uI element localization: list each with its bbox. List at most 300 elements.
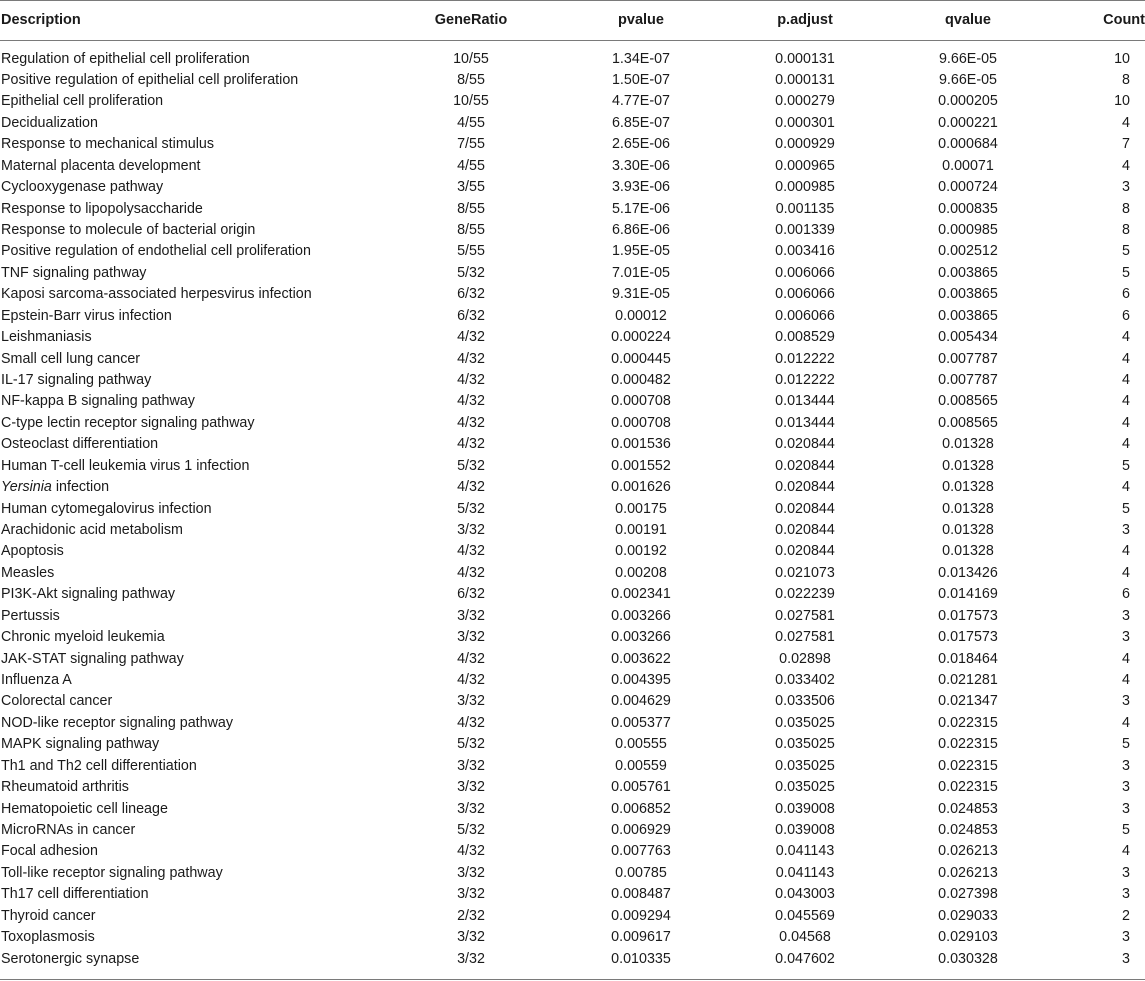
cell-qvalue: 0.01328 bbox=[942, 457, 994, 474]
cell-count: 4 bbox=[1122, 543, 1130, 560]
cell-count: 3 bbox=[1122, 521, 1130, 538]
cell-padjust: 0.001339 bbox=[775, 221, 835, 238]
cell-description: Toll-like receptor signaling pathway bbox=[1, 864, 223, 881]
cell-qvalue: 0.017573 bbox=[938, 629, 998, 646]
cell-pvalue: 0.002341 bbox=[611, 586, 671, 603]
cell-padjust: 0.033506 bbox=[775, 693, 835, 710]
cell-description: TNF signaling pathway bbox=[1, 264, 147, 281]
cell-description: Thyroid cancer bbox=[1, 907, 96, 924]
cell-pvalue: 0.00012 bbox=[615, 307, 667, 324]
table-row bbox=[0, 327, 1145, 348]
cell-count: 5 bbox=[1122, 243, 1130, 260]
cell-count: 4 bbox=[1122, 350, 1130, 367]
cell-generatio: 3/55 bbox=[457, 179, 485, 196]
cell-padjust: 0.000929 bbox=[775, 136, 835, 153]
table-row bbox=[0, 756, 1145, 777]
cell-count: 4 bbox=[1122, 479, 1130, 496]
cell-generatio: 8/55 bbox=[457, 200, 485, 217]
cell-padjust: 0.000131 bbox=[775, 71, 835, 88]
cell-generatio: 3/32 bbox=[457, 864, 485, 881]
cell-pvalue: 3.30E-06 bbox=[611, 157, 671, 174]
cell-padjust: 0.020844 bbox=[775, 436, 835, 453]
cell-padjust: 0.000965 bbox=[775, 157, 835, 174]
cell-count: 4 bbox=[1122, 650, 1130, 667]
cell-pvalue: 1.34E-07 bbox=[611, 50, 671, 67]
cell-pvalue: 0.007763 bbox=[611, 843, 671, 860]
cell-count: 10 bbox=[1114, 50, 1130, 67]
cell-description: Arachidonic acid metabolism bbox=[1, 521, 183, 538]
table-row bbox=[0, 884, 1145, 905]
cell-padjust: 0.027581 bbox=[775, 629, 835, 646]
cell-description: Epstein-Barr virus infection bbox=[1, 307, 172, 324]
cell-description: C-type lectin receptor signaling pathway bbox=[1, 414, 255, 431]
cell-description: Th1 and Th2 cell differentiation bbox=[1, 757, 197, 774]
cell-pvalue: 0.001626 bbox=[611, 479, 671, 496]
cell-padjust: 0.045569 bbox=[775, 907, 835, 924]
header-count: Count bbox=[1103, 12, 1145, 28]
cell-padjust: 0.035025 bbox=[775, 757, 835, 774]
cell-pvalue: 0.010335 bbox=[611, 950, 671, 967]
table-row bbox=[0, 949, 1145, 970]
cell-description: Cyclooxygenase pathway bbox=[1, 179, 164, 196]
cell-generatio: 8/55 bbox=[457, 71, 485, 88]
cell-pvalue: 0.003266 bbox=[611, 607, 671, 624]
cell-count: 6 bbox=[1122, 286, 1130, 303]
cell-description: Osteoclast differentiation bbox=[1, 436, 159, 453]
cell-qvalue: 9.66E-05 bbox=[938, 71, 998, 88]
table-header-row bbox=[0, 8, 1145, 32]
cell-description: Human cytomegalovirus infection bbox=[1, 500, 212, 517]
cell-description: JAK-STAT signaling pathway bbox=[1, 650, 184, 667]
cell-pvalue: 5.17E-06 bbox=[611, 200, 671, 217]
cell-padjust: 0.020844 bbox=[775, 457, 835, 474]
cell-description: Kaposi sarcoma-associated herpesvirus infection bbox=[1, 286, 312, 303]
cell-qvalue: 0.024853 bbox=[938, 800, 998, 817]
cell-generatio: 4/32 bbox=[457, 564, 485, 581]
cell-generatio: 3/32 bbox=[457, 886, 485, 903]
cell-generatio: 5/32 bbox=[457, 457, 485, 474]
cell-count: 4 bbox=[1122, 843, 1130, 860]
cell-description: Focal adhesion bbox=[1, 843, 98, 860]
cell-description: IL-17 signaling pathway bbox=[1, 371, 152, 388]
table-row bbox=[0, 691, 1145, 712]
cell-pvalue: 0.00559 bbox=[615, 757, 667, 774]
cell-description: Regulation of epithelial cell proliferation bbox=[1, 50, 250, 67]
cell-generatio: 2/32 bbox=[457, 907, 485, 924]
cell-qvalue: 0.000684 bbox=[938, 136, 998, 153]
cell-description: Leishmaniasis bbox=[1, 329, 92, 346]
cell-description: Epithelial cell proliferation bbox=[1, 93, 164, 110]
cell-pvalue: 1.95E-05 bbox=[611, 243, 671, 260]
table-row bbox=[0, 349, 1145, 370]
cell-padjust: 0.022239 bbox=[775, 586, 835, 603]
table-row bbox=[0, 177, 1145, 198]
table-row bbox=[0, 220, 1145, 241]
cell-pvalue: 0.000708 bbox=[611, 393, 671, 410]
table-row bbox=[0, 713, 1145, 734]
cell-pvalue: 0.001536 bbox=[611, 436, 671, 453]
cell-pvalue: 4.77E-07 bbox=[611, 93, 671, 110]
cell-qvalue: 0.003865 bbox=[938, 286, 998, 303]
cell-padjust: 0.035025 bbox=[775, 736, 835, 753]
cell-count: 3 bbox=[1122, 179, 1130, 196]
cell-padjust: 0.041143 bbox=[775, 864, 835, 881]
cell-pvalue: 0.003266 bbox=[611, 629, 671, 646]
cell-qvalue: 0.024853 bbox=[938, 821, 998, 838]
cell-padjust: 0.013444 bbox=[775, 393, 835, 410]
cell-padjust: 0.039008 bbox=[775, 821, 835, 838]
cell-generatio: 4/32 bbox=[457, 329, 485, 346]
cell-count: 3 bbox=[1122, 886, 1130, 903]
cell-qvalue: 0.022315 bbox=[938, 757, 998, 774]
cell-description: Apoptosis bbox=[1, 543, 64, 560]
cell-padjust: 0.020844 bbox=[775, 521, 835, 538]
cell-padjust: 0.041143 bbox=[775, 843, 835, 860]
cell-pvalue: 0.00785 bbox=[615, 864, 667, 881]
cell-count: 4 bbox=[1122, 564, 1130, 581]
cell-qvalue: 0.027398 bbox=[938, 886, 998, 903]
cell-generatio: 4/55 bbox=[457, 114, 485, 131]
table-row bbox=[0, 49, 1145, 70]
cell-generatio: 6/32 bbox=[457, 307, 485, 324]
cell-qvalue: 0.026213 bbox=[938, 843, 998, 860]
cell-pvalue: 0.008487 bbox=[611, 886, 671, 903]
cell-qvalue: 0.01328 bbox=[942, 479, 994, 496]
cell-generatio: 10/55 bbox=[453, 50, 489, 67]
cell-description: Hematopoietic cell lineage bbox=[1, 800, 168, 817]
cell-qvalue: 0.01328 bbox=[942, 500, 994, 517]
cell-padjust: 0.000985 bbox=[775, 179, 835, 196]
table-row bbox=[0, 241, 1145, 262]
cell-generatio: 5/32 bbox=[457, 500, 485, 517]
cell-pvalue: 0.003622 bbox=[611, 650, 671, 667]
cell-padjust: 0.000301 bbox=[775, 114, 835, 131]
cell-description: Th17 cell differentiation bbox=[1, 886, 149, 903]
cell-pvalue: 0.005761 bbox=[611, 779, 671, 796]
cell-description: Pertussis bbox=[1, 607, 60, 624]
cell-generatio: 3/32 bbox=[457, 757, 485, 774]
cell-qvalue: 0.021347 bbox=[938, 693, 998, 710]
table-row bbox=[0, 927, 1145, 948]
cell-count: 5 bbox=[1122, 264, 1130, 281]
cell-padjust: 0.035025 bbox=[775, 714, 835, 731]
cell-description-italic: Yersinia bbox=[1, 479, 52, 496]
cell-padjust: 0.047602 bbox=[775, 950, 835, 967]
cell-qvalue: 0.000724 bbox=[938, 179, 998, 196]
cell-qvalue: 0.003865 bbox=[938, 307, 998, 324]
table-row bbox=[0, 520, 1145, 541]
cell-generatio: 4/32 bbox=[457, 393, 485, 410]
cell-pvalue: 0.006929 bbox=[611, 821, 671, 838]
cell-padjust: 0.006066 bbox=[775, 307, 835, 324]
cell-pvalue: 0.000224 bbox=[611, 329, 671, 346]
cell-pvalue: 3.93E-06 bbox=[611, 179, 671, 196]
cell-generatio: 7/55 bbox=[457, 136, 485, 153]
cell-qvalue: 0.029033 bbox=[938, 907, 998, 924]
cell-qvalue: 0.007787 bbox=[938, 350, 998, 367]
cell-qvalue: 0.029103 bbox=[938, 929, 998, 946]
table-row bbox=[0, 263, 1145, 284]
table-row bbox=[0, 499, 1145, 520]
cell-description-rest: infection bbox=[51, 479, 110, 496]
cell-pvalue: 6.85E-07 bbox=[611, 114, 671, 131]
cell-generatio: 3/32 bbox=[457, 629, 485, 646]
table-row bbox=[0, 91, 1145, 112]
cell-description: Colorectal cancer bbox=[1, 693, 113, 710]
header-qvalue: qvalue bbox=[945, 12, 991, 28]
cell-pvalue: 0.004629 bbox=[611, 693, 671, 710]
cell-count: 6 bbox=[1122, 586, 1130, 603]
cell-description bbox=[1, 477, 109, 498]
table-row bbox=[0, 456, 1145, 477]
cell-qvalue: 0.022315 bbox=[938, 714, 998, 731]
table-top-rule bbox=[0, 0, 1145, 1]
cell-count: 4 bbox=[1122, 414, 1130, 431]
cell-description: Chronic myeloid leukemia bbox=[1, 629, 165, 646]
cell-count: 3 bbox=[1122, 693, 1130, 710]
header-generatio: GeneRatio bbox=[434, 12, 508, 28]
cell-count: 5 bbox=[1122, 457, 1130, 474]
table-row bbox=[0, 606, 1145, 627]
table-row bbox=[0, 670, 1145, 691]
cell-padjust: 0.035025 bbox=[775, 779, 835, 796]
cell-description: PI3K-Akt signaling pathway bbox=[1, 586, 176, 603]
cell-generatio: 4/32 bbox=[457, 436, 485, 453]
cell-generatio: 4/32 bbox=[457, 414, 485, 431]
cell-qvalue: 0.014169 bbox=[938, 586, 998, 603]
cell-generatio: 4/32 bbox=[457, 671, 485, 688]
cell-count: 4 bbox=[1122, 371, 1130, 388]
cell-padjust: 0.013444 bbox=[775, 414, 835, 431]
cell-qvalue: 0.000221 bbox=[938, 114, 998, 131]
cell-padjust: 0.043003 bbox=[775, 886, 835, 903]
table-row bbox=[0, 627, 1145, 648]
cell-pvalue: 0.005377 bbox=[611, 714, 671, 731]
cell-pvalue: 0.009294 bbox=[611, 907, 671, 924]
cell-description: Response to mechanical stimulus bbox=[1, 136, 214, 153]
cell-padjust: 0.027581 bbox=[775, 607, 835, 624]
cell-qvalue: 0.008565 bbox=[938, 414, 998, 431]
cell-count: 4 bbox=[1122, 114, 1130, 131]
cell-qvalue: 0.022315 bbox=[938, 779, 998, 796]
table-row bbox=[0, 70, 1145, 91]
cell-padjust: 0.001135 bbox=[775, 200, 835, 217]
cell-pvalue: 6.86E-06 bbox=[611, 221, 671, 238]
cell-qvalue: 0.021281 bbox=[938, 671, 998, 688]
cell-padjust: 0.039008 bbox=[775, 800, 835, 817]
cell-description: MicroRNAs in cancer bbox=[1, 821, 136, 838]
cell-qvalue: 0.007787 bbox=[938, 371, 998, 388]
cell-generatio: 4/32 bbox=[457, 543, 485, 560]
cell-count: 8 bbox=[1122, 200, 1130, 217]
cell-pvalue: 0.009617 bbox=[611, 929, 671, 946]
table-row bbox=[0, 134, 1145, 155]
cell-qvalue: 9.66E-05 bbox=[938, 50, 998, 67]
cell-generatio: 4/32 bbox=[457, 714, 485, 731]
cell-pvalue: 0.001552 bbox=[611, 457, 671, 474]
cell-generatio: 5/32 bbox=[457, 264, 485, 281]
cell-description: Human T-cell leukemia virus 1 infection bbox=[1, 457, 250, 474]
header-description: Description bbox=[1, 12, 81, 28]
cell-generatio: 3/32 bbox=[457, 950, 485, 967]
cell-padjust: 0.006066 bbox=[775, 264, 835, 281]
cell-generatio: 4/32 bbox=[457, 371, 485, 388]
cell-generatio: 5/32 bbox=[457, 821, 485, 838]
cell-pvalue: 0.000482 bbox=[611, 371, 671, 388]
cell-padjust: 0.003416 bbox=[775, 243, 835, 260]
cell-count: 8 bbox=[1122, 71, 1130, 88]
cell-count: 7 bbox=[1122, 136, 1130, 153]
cell-qvalue: 0.01328 bbox=[942, 543, 994, 560]
table-row bbox=[0, 820, 1145, 841]
cell-padjust: 0.000131 bbox=[775, 50, 835, 67]
table-row bbox=[0, 434, 1145, 455]
table-row bbox=[0, 113, 1145, 134]
cell-qvalue: 0.026213 bbox=[938, 864, 998, 881]
cell-count: 3 bbox=[1122, 929, 1130, 946]
cell-pvalue: 0.00175 bbox=[615, 500, 667, 517]
cell-qvalue: 0.01328 bbox=[942, 521, 994, 538]
cell-pvalue: 1.50E-07 bbox=[611, 71, 671, 88]
cell-generatio: 3/32 bbox=[457, 693, 485, 710]
cell-generatio: 5/32 bbox=[457, 736, 485, 753]
cell-qvalue: 0.003865 bbox=[938, 264, 998, 281]
cell-pvalue: 0.006852 bbox=[611, 800, 671, 817]
cell-generatio: 4/32 bbox=[457, 650, 485, 667]
cell-padjust: 0.012222 bbox=[775, 371, 835, 388]
table-row bbox=[0, 863, 1145, 884]
cell-qvalue: 0.017573 bbox=[938, 607, 998, 624]
cell-count: 4 bbox=[1122, 714, 1130, 731]
header-pvalue: pvalue bbox=[618, 12, 664, 28]
cell-count: 10 bbox=[1114, 93, 1130, 110]
cell-padjust: 0.02898 bbox=[779, 650, 831, 667]
cell-description: NOD-like receptor signaling pathway bbox=[1, 714, 234, 731]
table-row bbox=[0, 284, 1145, 305]
table-bottom-rule bbox=[0, 979, 1145, 980]
cell-generatio: 4/32 bbox=[457, 479, 485, 496]
cell-count: 3 bbox=[1122, 757, 1130, 774]
cell-qvalue: 0.01328 bbox=[942, 436, 994, 453]
cell-padjust: 0.020844 bbox=[775, 479, 835, 496]
cell-description: Rheumatoid arthritis bbox=[1, 779, 129, 796]
cell-padjust: 0.006066 bbox=[775, 286, 835, 303]
cell-description: Maternal placenta development bbox=[1, 157, 201, 174]
table-row bbox=[0, 584, 1145, 605]
cell-description: Response to lipopolysaccharide bbox=[1, 200, 203, 217]
cell-count: 3 bbox=[1122, 629, 1130, 646]
cell-count: 5 bbox=[1122, 821, 1130, 838]
cell-generatio: 4/55 bbox=[457, 157, 485, 174]
cell-description: Serotonergic synapse bbox=[1, 950, 140, 967]
cell-count: 3 bbox=[1122, 864, 1130, 881]
cell-pvalue: 0.004395 bbox=[611, 671, 671, 688]
cell-generatio: 3/32 bbox=[457, 607, 485, 624]
cell-count: 2 bbox=[1122, 907, 1130, 924]
cell-description: Response to molecule of bacterial origin bbox=[1, 221, 256, 238]
cell-pvalue: 0.000445 bbox=[611, 350, 671, 367]
cell-padjust: 0.008529 bbox=[775, 329, 835, 346]
cell-count: 4 bbox=[1122, 436, 1130, 453]
cell-generatio: 4/32 bbox=[457, 843, 485, 860]
table-row bbox=[0, 199, 1145, 220]
cell-pvalue: 0.000708 bbox=[611, 414, 671, 431]
cell-count: 4 bbox=[1122, 393, 1130, 410]
cell-generatio: 6/32 bbox=[457, 586, 485, 603]
cell-count: 5 bbox=[1122, 500, 1130, 517]
table-row bbox=[0, 477, 1145, 498]
cell-description: Small cell lung cancer bbox=[1, 350, 141, 367]
cell-pvalue: 0.00191 bbox=[615, 521, 667, 538]
cell-qvalue: 0.022315 bbox=[938, 736, 998, 753]
cell-count: 4 bbox=[1122, 329, 1130, 346]
cell-description: Positive regulation of epithelial cell proliferation bbox=[1, 71, 299, 88]
cell-pvalue: 0.00192 bbox=[615, 543, 667, 560]
header-padjust: p.adjust bbox=[777, 12, 833, 28]
table-row bbox=[0, 906, 1145, 927]
cell-padjust: 0.000279 bbox=[775, 93, 835, 110]
table-row bbox=[0, 649, 1145, 670]
cell-count: 6 bbox=[1122, 307, 1130, 324]
cell-generatio: 3/32 bbox=[457, 521, 485, 538]
cell-description: Positive regulation of endothelial cell proliferation bbox=[1, 243, 311, 260]
cell-qvalue: 0.002512 bbox=[938, 243, 998, 260]
cell-generatio: 5/55 bbox=[457, 243, 485, 260]
cell-count: 3 bbox=[1122, 607, 1130, 624]
cell-generatio: 3/32 bbox=[457, 800, 485, 817]
cell-count: 3 bbox=[1122, 800, 1130, 817]
cell-pvalue: 9.31E-05 bbox=[611, 286, 671, 303]
cell-pvalue: 2.65E-06 bbox=[611, 136, 671, 153]
table-row bbox=[0, 777, 1145, 798]
cell-count: 8 bbox=[1122, 221, 1130, 238]
table-row bbox=[0, 799, 1145, 820]
cell-generatio: 8/55 bbox=[457, 221, 485, 238]
cell-qvalue: 0.030328 bbox=[938, 950, 998, 967]
table-row bbox=[0, 734, 1145, 755]
cell-pvalue: 0.00555 bbox=[615, 736, 667, 753]
cell-qvalue: 0.008565 bbox=[938, 393, 998, 410]
cell-padjust: 0.020844 bbox=[775, 543, 835, 560]
table-row bbox=[0, 841, 1145, 862]
cell-description: MAPK signaling pathway bbox=[1, 736, 160, 753]
cell-qvalue: 0.005434 bbox=[938, 329, 998, 346]
cell-description: Decidualization bbox=[1, 114, 98, 131]
cell-generatio: 4/32 bbox=[457, 350, 485, 367]
cell-qvalue: 0.000835 bbox=[938, 200, 998, 217]
cell-count: 5 bbox=[1122, 736, 1130, 753]
cell-description: Toxoplasmosis bbox=[1, 929, 95, 946]
cell-padjust: 0.012222 bbox=[775, 350, 835, 367]
cell-generatio: 6/32 bbox=[457, 286, 485, 303]
cell-count: 4 bbox=[1122, 157, 1130, 174]
cell-padjust: 0.021073 bbox=[775, 564, 835, 581]
table-row bbox=[0, 370, 1145, 391]
table-row bbox=[0, 391, 1145, 412]
cell-qvalue: 0.013426 bbox=[938, 564, 998, 581]
cell-qvalue: 0.000985 bbox=[938, 221, 998, 238]
header-rule bbox=[0, 40, 1145, 41]
table-row bbox=[0, 306, 1145, 327]
cell-padjust: 0.04568 bbox=[779, 929, 831, 946]
cell-generatio: 3/32 bbox=[457, 779, 485, 796]
cell-qvalue: 0.000205 bbox=[938, 93, 998, 110]
cell-description: Measles bbox=[1, 564, 55, 581]
cell-generatio: 10/55 bbox=[453, 93, 489, 110]
cell-pvalue: 0.00208 bbox=[615, 564, 667, 581]
cell-generatio: 3/32 bbox=[457, 929, 485, 946]
table-row bbox=[0, 413, 1145, 434]
